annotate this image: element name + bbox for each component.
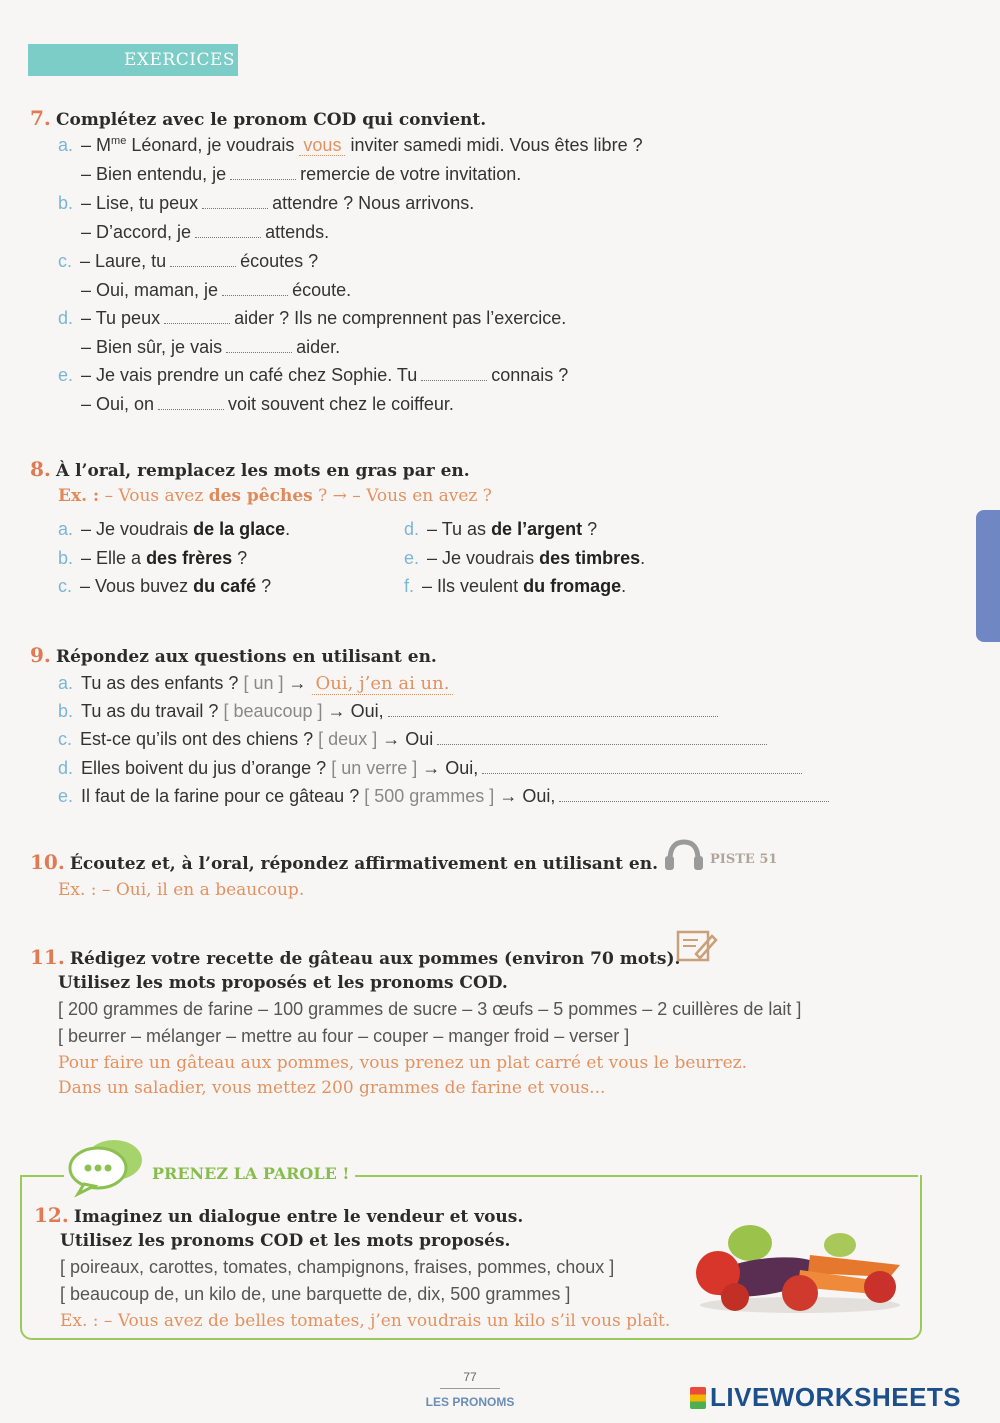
ex7-line-b1: b. – Lise, tu peux attendre ? Nous arrivons. bbox=[58, 193, 475, 213]
ex9-item-e: e. Il faut de la farine pour ce gâteau ? [ 500 grammes ] → Oui, bbox=[58, 786, 829, 807]
ex8-item-d: d. – Tu as de l’argent ? bbox=[404, 519, 598, 539]
ex11-words-1: [ 200 grammes de farine – 100 grammes de sucre – 3 œufs – 5 pommes – 2 cuillères de lait ] bbox=[58, 999, 802, 1019]
ex12-example: Ex. : – Vous avez de belles tomates, j’en voudrais un kilo s’il vous plaît. bbox=[60, 1311, 671, 1331]
chapter-title: LES PRONOMS bbox=[425, 1395, 515, 1409]
speaking-title: PRENEZ LA PAROLE ! bbox=[152, 1164, 350, 1183]
ex11-example-2: Dans un saladier, vous mettez 200 grammes de farine et vous... bbox=[58, 1078, 606, 1098]
page-number: 77 bbox=[463, 1370, 477, 1384]
ex7-line-c2: – Oui, maman, je écoute. bbox=[81, 280, 352, 300]
ex9-item-c: c. Est-ce qu’ils ont des chiens ? [ deux ] → Oui bbox=[58, 729, 767, 750]
answer-blank[interactable] bbox=[482, 759, 802, 774]
exercices-banner bbox=[28, 44, 238, 76]
answer-filled[interactable]: vous bbox=[299, 135, 345, 156]
ex7-line-d2: – Bien sûr, je vais aider. bbox=[81, 337, 341, 357]
ex12-words-2: [ beaucoup de, un kilo de, une barquette de, dix, 500 grammes ] bbox=[60, 1284, 571, 1304]
ex8-item-f: f. – Ils veulent du fromage. bbox=[404, 576, 627, 596]
footer-divider bbox=[440, 1388, 500, 1389]
ex9-item-d: d. Elles boivent du jus d’orange ? [ un verre ] → Oui, bbox=[58, 758, 802, 779]
answer-blank[interactable] bbox=[388, 702, 718, 717]
exercise-7-header bbox=[30, 106, 486, 130]
ex7-line-e1: e. – Je vais prendre un café chez Sophie. Tu connais ? bbox=[58, 365, 569, 385]
ex9-item-b: b. Tu as du travail ? [ beaucoup ] → Oui, bbox=[58, 701, 718, 722]
exercise-12-header: 12. Imaginez un dialogue entre le vendeur et vous. bbox=[34, 1203, 524, 1227]
ex12-words-1: [ poireaux, carottes, tomates, champignons, fraises, pommes, choux ] bbox=[60, 1257, 615, 1277]
ex12-subtitle: Utilisez les pronoms COD et les mots proposés. bbox=[60, 1231, 511, 1251]
ex11-example-1: Pour faire un gâteau aux pommes, vous prenez un plat carré et vous le beurrez. bbox=[58, 1053, 748, 1073]
ex7-line-d1: d. – Tu peux aider ? Ils ne comprennent pas l’exercice. bbox=[58, 308, 567, 328]
answer-filled[interactable]: Oui, j’en ai un. bbox=[312, 673, 454, 695]
answer-blank[interactable] bbox=[164, 309, 230, 324]
liveworksheets-icon bbox=[690, 1387, 706, 1409]
exercise-8-header: 8. À l’oral, remplacez les mots en gras par en. bbox=[30, 457, 470, 481]
ex7-line-c1: c. – Laure, tu écoutes ? bbox=[58, 251, 319, 271]
ex7-line-a1: a. – $M^{me}$ Léonard, je voudrais vous inviter samedi midi. Vous êtes libre ? bbox=[58, 135, 643, 155]
speech-bubble-icon bbox=[66, 1138, 146, 1203]
ex10-example: Ex. : – Oui, il en a beaucoup. bbox=[58, 880, 305, 900]
ex8-item-c: c. – Vous buvez du café ? bbox=[58, 576, 272, 596]
answer-blank[interactable] bbox=[559, 787, 829, 802]
ex7-line-b2: – D’accord, je attends. bbox=[81, 222, 330, 242]
liveworksheets-logo[interactable]: LIVEWORKSHEETS bbox=[690, 1382, 961, 1413]
exercise-number: 7. bbox=[30, 106, 51, 130]
exercise-9-header: 9. Répondez aux questions en utilisant en. bbox=[30, 643, 437, 667]
answer-blank[interactable] bbox=[202, 194, 268, 209]
ex11-words-2: [ beurrer – mélanger – mettre au four – couper – manger froid – verser ] bbox=[58, 1026, 630, 1046]
ex8-example: Ex. : – Vous avez des pêches ? → – Vous en avez ? bbox=[58, 486, 492, 506]
answer-blank[interactable] bbox=[170, 252, 236, 267]
headphones-icon[interactable] bbox=[662, 836, 706, 877]
ex11-subtitle: Utilisez les mots proposés et les pronoms COD. bbox=[58, 973, 508, 993]
exercise-11-header: 11. Rédigez votre recette de gâteau aux pommes (environ 70 mots). bbox=[30, 945, 681, 969]
ex8-item-e: e. – Je voudrais des timbres. bbox=[404, 548, 646, 568]
answer-blank[interactable] bbox=[421, 366, 487, 381]
ex8-item-b: b. – Elle a des frères ? bbox=[58, 548, 248, 568]
answer-blank[interactable] bbox=[158, 395, 224, 410]
ex7-line-a2: – Bien entendu, je remercie de votre invitation. bbox=[81, 164, 522, 184]
exercise-10-header: 10. Écoutez et, à l’oral, répondez affirmativement en utilisant en. bbox=[30, 850, 659, 874]
ex8-item-a: a. – Je voudrais de la glace. bbox=[58, 519, 291, 539]
ex7-line-e2: – Oui, on voit souvent chez le coiffeur. bbox=[81, 394, 454, 414]
writing-icon bbox=[676, 928, 718, 969]
answer-blank[interactable] bbox=[226, 338, 292, 353]
side-tab bbox=[976, 510, 1000, 642]
item-letter: a. bbox=[58, 135, 74, 155]
ex9-item-a: a. Tu as des enfants ? [ un ] → Oui, j’en ai un. bbox=[58, 673, 453, 694]
answer-blank[interactable] bbox=[195, 223, 261, 238]
track-label: PISTE 51 bbox=[710, 852, 778, 867]
answer-blank[interactable] bbox=[230, 165, 296, 180]
vegetables-image bbox=[690, 1215, 910, 1320]
answer-blank[interactable] bbox=[222, 281, 288, 296]
banner-label: EXERCICES bbox=[124, 50, 236, 70]
exercise-title: Complétez avec le pronom COD qui convient. bbox=[55, 110, 487, 130]
answer-blank[interactable] bbox=[437, 730, 767, 745]
